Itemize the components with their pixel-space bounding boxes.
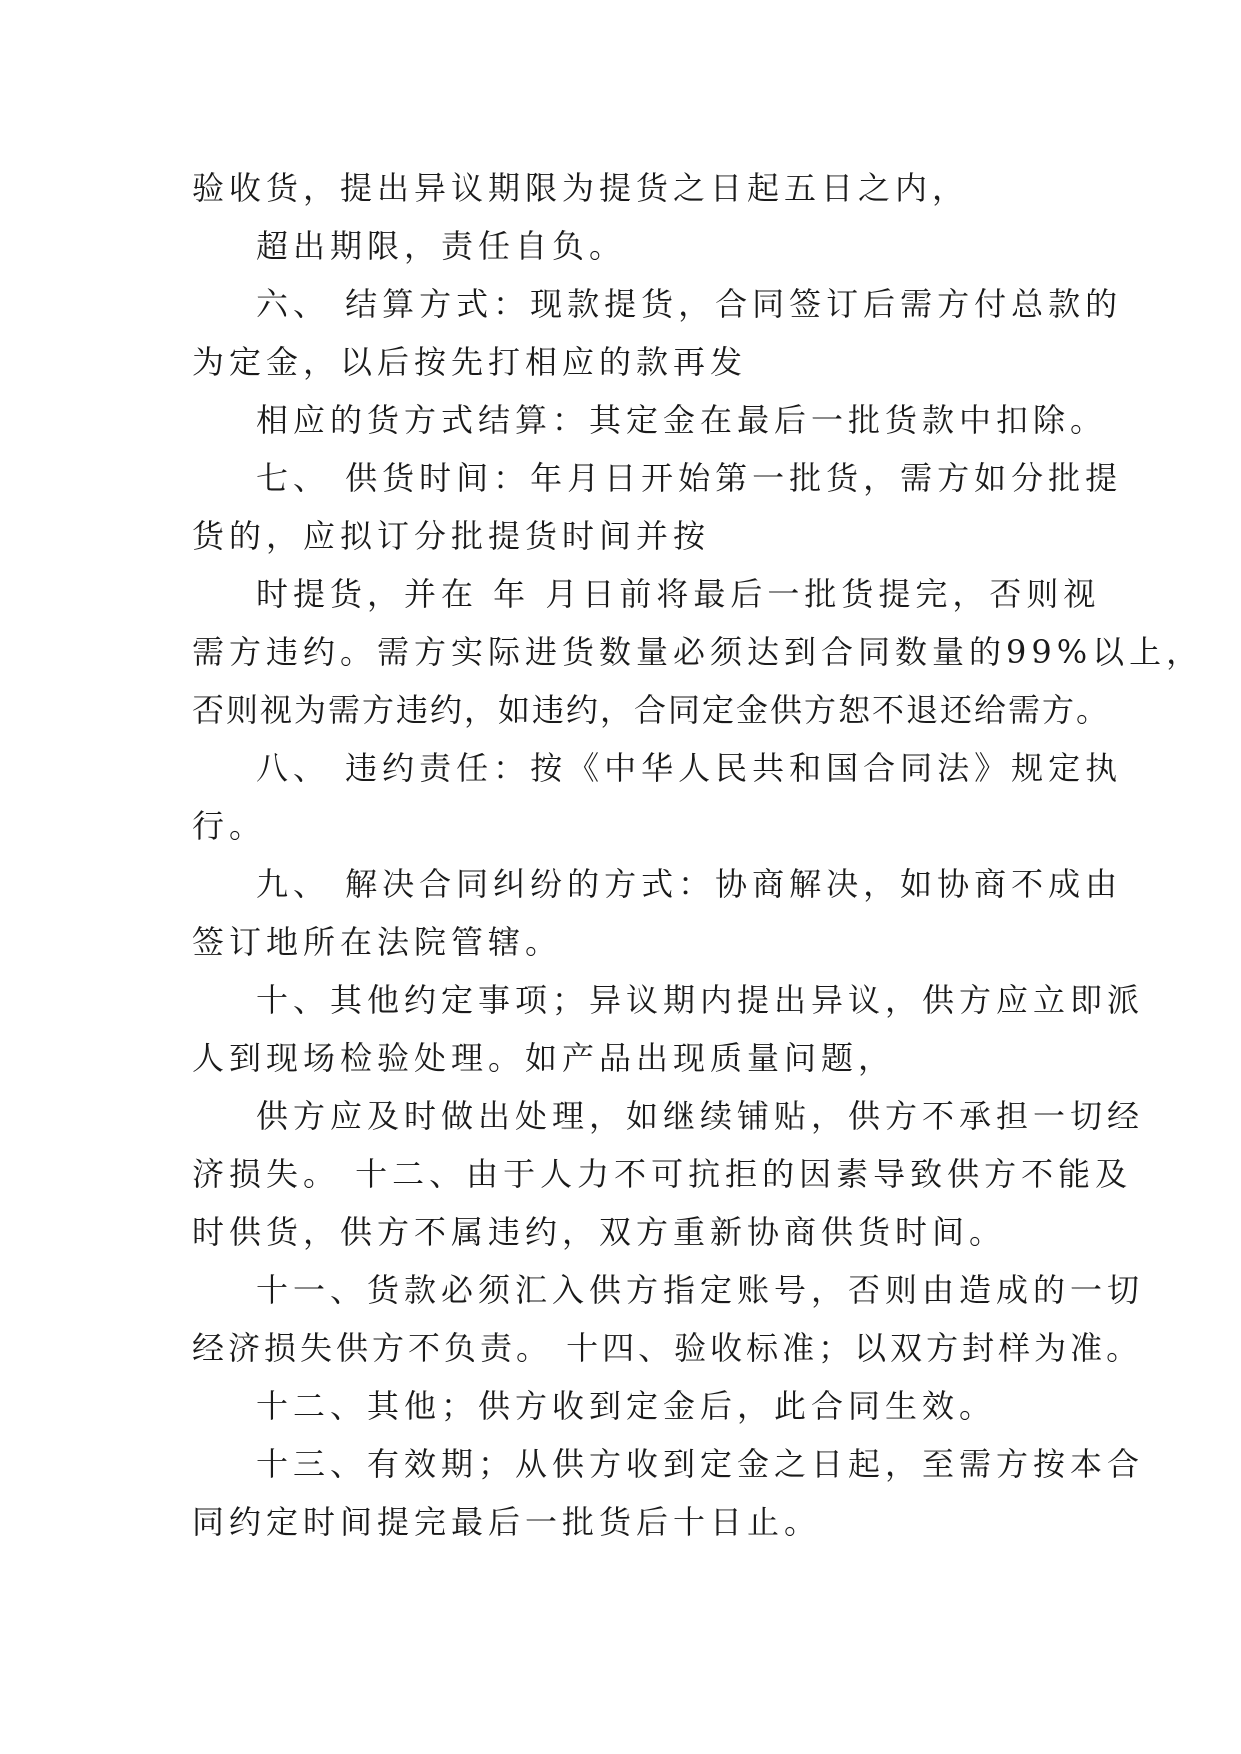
text-line: 经济损失供方不负责。 十四、验收标准；以双方封样为准。 [192, 1329, 1143, 1367]
text-line: 十一、货款必须汇入供方指定账号，否则由造成的一切 [256, 1271, 1145, 1309]
text-line: 相应的货方式结算：其定金在最后一批货款中扣除。 [256, 401, 1108, 439]
text-line: 十二、其他；供方收到定金后，此合同生效。 [256, 1387, 997, 1425]
text-line: 十、其他约定事项；异议期内提出异议，供方应立即派 [256, 981, 1145, 1019]
text-line: 七、 供货时间：年月日开始第一批货，需方如分批提 [256, 459, 1123, 497]
text-line: 济损失。 十二、由于人力不可抗拒的因素导致供方不能及 [192, 1155, 1133, 1193]
text-line: 行。 [192, 807, 267, 845]
text-line: 六、 结算方式：现款提货，合同签订后需方付总款的 [256, 285, 1123, 323]
text-line: 人到现场检验处理。如产品出现质量问题， [192, 1039, 896, 1077]
text-line: 同约定时间提完最后一批货后十日止。 [192, 1503, 822, 1541]
text-line: 供方应及时做出处理，如继续铺贴，供方不承担一切经 [256, 1097, 1145, 1135]
text-line: 十三、有效期；从供方收到定金之日起，至需方按本合 [256, 1445, 1145, 1483]
text-line: 否则视为需方违约，如违约，合同定金供方恕不退还给需方。 [192, 691, 1111, 729]
text-line: 超出期限，责任自负。 [256, 227, 627, 265]
text-line: 九、 解决合同纠纷的方式：协商解决，如协商不成由 [256, 865, 1123, 903]
text-line: 时提货，并在 年 月日前将最后一批货提完，否则视 [256, 575, 1101, 613]
text-line: 八、 违约责任：按《中华人民共和国合同法》规定执 [256, 749, 1123, 787]
text-line: 为定金，以后按先打相应的款再发 [192, 343, 748, 381]
text-line: 需方违约。需方实际进货数量必须达到合同数量的99%以上， [192, 633, 1204, 671]
text-line: 验收货，提出异议期限为提货之日起五日之内， [192, 169, 970, 207]
text-line: 货的，应拟订分批提货时间并按 [192, 517, 711, 555]
text-line: 时供货，供方不属违约，双方重新协商供货时间。 [192, 1213, 1007, 1251]
text-line: 签订地所在法院管辖。 [192, 923, 563, 961]
